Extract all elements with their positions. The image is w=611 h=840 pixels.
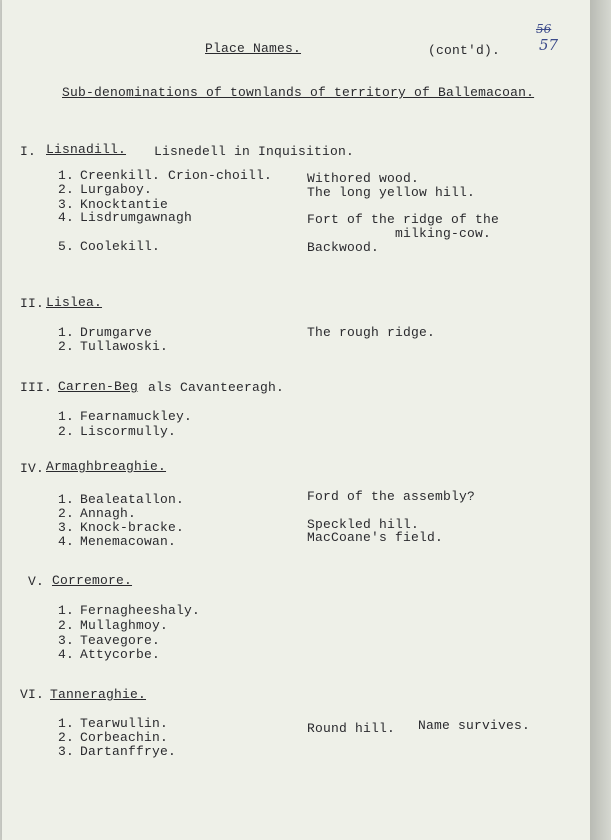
place-meaning-continued: milking-cow. — [395, 226, 492, 241]
place-name: Tearwullin. — [80, 716, 169, 731]
place-meaning: Withored wood. — [307, 171, 420, 186]
place-name: Knocktantie — [80, 197, 169, 212]
place-name: Liscormully. — [80, 424, 177, 439]
section-name: Carren-Beg — [58, 379, 139, 394]
place-name: Fearnamuckley. — [80, 409, 193, 424]
item-number: 1. — [58, 168, 75, 183]
section-numeral: VI. — [20, 687, 45, 702]
item-number: 3. — [58, 633, 75, 648]
place-name: Lisdrumgawnagh — [80, 210, 193, 225]
item-number: 4. — [58, 534, 75, 549]
item-number: 5. — [58, 239, 75, 254]
place-name: Lurgaboy. — [80, 182, 153, 197]
place-name: Tullawoski. — [80, 339, 169, 354]
continued-label: (cont'd). — [428, 43, 501, 58]
section-name: Tanneraghie. — [50, 687, 147, 702]
item-number: 2. — [58, 424, 75, 439]
document-subtitle: Sub-denominations of townlands of territory of Ballemacoan. — [62, 85, 535, 100]
item-number: 2. — [58, 182, 75, 197]
place-name: Fernagheeshaly. — [80, 603, 201, 618]
place-name: Bealeatallon. — [80, 492, 185, 507]
section-name: Corremore. — [52, 573, 133, 588]
place-note: Name survives. — [418, 718, 531, 733]
item-number: 2. — [58, 730, 75, 745]
place-name: Drumgarve — [80, 325, 153, 340]
item-number: 1. — [58, 492, 75, 507]
page-edge — [590, 0, 611, 840]
place-meaning: Ford of the assembly? — [307, 489, 476, 504]
place-name: Menemacowan. — [80, 534, 177, 549]
item-number: 3. — [58, 744, 75, 759]
place-name: Creenkill. Crion-choill. — [80, 168, 273, 183]
section-numeral: I. — [20, 144, 37, 159]
place-name: Annagh. — [80, 506, 137, 521]
item-number: 1. — [58, 325, 75, 340]
item-number: 4. — [58, 210, 75, 225]
section-note: als Cavanteeragh. — [148, 380, 285, 395]
section-note: Lisnedell in Inquisition. — [154, 144, 355, 159]
place-name: Corbeachin. — [80, 730, 169, 745]
item-number: 2. — [58, 339, 75, 354]
section-numeral: IV. — [20, 461, 45, 476]
item-number: 1. — [58, 409, 75, 424]
section-name: Armaghbreaghie. — [46, 459, 167, 474]
place-name: Attycorbe. — [80, 647, 161, 662]
item-number: 3. — [58, 520, 75, 535]
place-meaning: Round hill. — [307, 721, 396, 736]
section-name: Lislea. — [46, 295, 103, 310]
item-number: 3. — [58, 197, 75, 212]
place-meaning: Fort of the ridge of the — [307, 212, 500, 227]
section-numeral: III. — [20, 380, 53, 395]
section-numeral: II. — [20, 296, 45, 311]
page-title: Place Names. — [205, 41, 302, 56]
place-meaning: MacCoane's field. — [307, 530, 444, 545]
item-number: 4. — [58, 647, 75, 662]
section-numeral: V. — [28, 574, 45, 589]
place-meaning: The rough ridge. — [307, 325, 436, 340]
place-meaning: Speckled hill. — [307, 517, 420, 532]
page-number: 57 — [539, 36, 559, 54]
place-name: Mullaghmoy. — [80, 618, 169, 633]
item-number: 1. — [58, 716, 75, 731]
item-number: 2. — [58, 618, 75, 633]
place-name: Teavegore. — [80, 633, 161, 648]
place-name: Dartanffrye. — [80, 744, 177, 759]
section-name: Lisnadill. — [46, 142, 127, 157]
item-number: 2. — [58, 506, 75, 521]
item-number: 1. — [58, 603, 75, 618]
place-meaning: The long yellow hill. — [307, 185, 476, 200]
page-number-struck: 56 — [536, 22, 552, 36]
place-name: Knock-bracke. — [80, 520, 185, 535]
place-name: Coolekill. — [80, 239, 161, 254]
place-meaning: Backwood. — [307, 240, 380, 255]
